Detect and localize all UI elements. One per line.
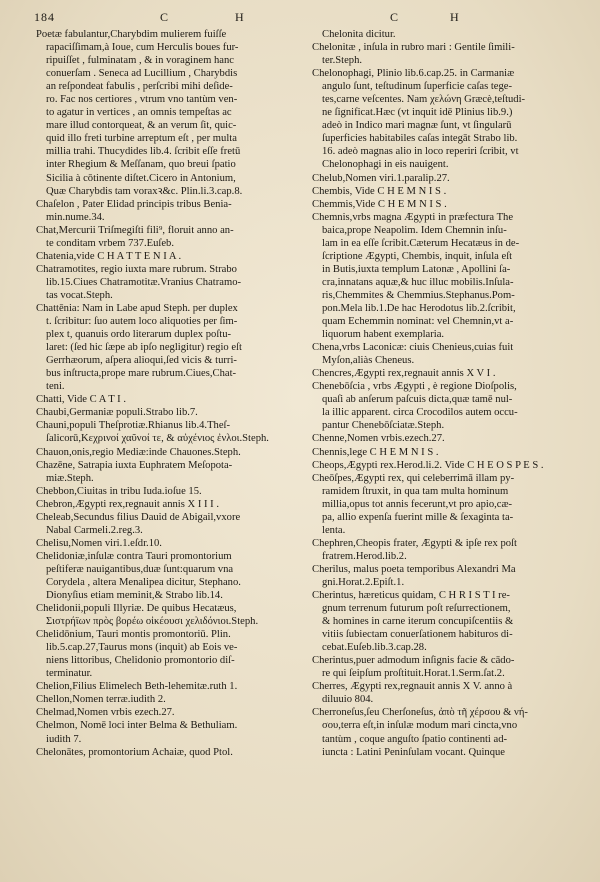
right-line: gni.Horat.2.Epiſt.1.	[322, 576, 405, 588]
right-line: Cherres, Ægypti rex,regnauit annis X V. anno à	[312, 681, 513, 693]
right-line: Chelonophagi in eis nauigent.	[322, 159, 449, 171]
right-line: & homines in carne iterum concupiſcentiis &	[322, 616, 514, 628]
right-line: σου,terra eſt,in inſulæ modum mari cincta,vno	[322, 720, 518, 732]
right-line: quam Echemmin nominat: vel Chemnin,vt a-	[322, 316, 514, 328]
left-line: Chaubi,Germaniæ populi.Strabo lib.7.	[36, 407, 198, 419]
left-line: Chauni,populi Theſprotiæ.Rhianus lib.4.Theſ-	[36, 420, 231, 432]
left-line: terminatur.	[46, 668, 93, 680]
left-line: Chaſelon , Pater Elidad principis tribus Benia-	[36, 198, 232, 210]
right-line: Chenebōſcia , vrbs Ægypti , è regione Dioſpolis,	[312, 381, 517, 393]
left-line: t. ſcribitur: ſuo autem loco aliquoties per ſim-	[46, 316, 238, 328]
right-line: lenta.	[322, 524, 346, 536]
left-line: Sicilia à cōtinente diſtet.Cicero in Antonium,	[46, 172, 236, 184]
right-line: lam in ea eſſe ſcribit.Cæterum Hecatæus in de-	[322, 237, 520, 249]
right-line: quaſi ab anſerum paſcuis dicta,quæ tamē nul-	[322, 394, 513, 406]
left-line: Nabal Carmeli.2.reg.3.	[46, 524, 143, 536]
left-line: millia trahi. Thucydides lib.4. ſcribit eſſe fretū	[46, 146, 241, 158]
left-line: Poetæ fabulantur,Charybdim mulierem fuiſſe	[36, 29, 227, 40]
right-line: millia,opus tot annis fecerunt,vt pro apio,cæ-	[322, 498, 513, 510]
left-line: Chebbon,Ciuitas in tribu Iuda.ioſue 15.	[36, 485, 202, 497]
right-line: re qui ſeipſum proſtituit.Horat.1.Serm.ſat.2.	[322, 668, 505, 680]
right-line: Chencres,Ægypti rex,regnauit annis X V I .	[312, 368, 496, 380]
right-line: Cheops,Ægypti rex.Herod.li.2. Vide C H E O S P E S .	[312, 459, 544, 471]
right-column	[312, 28, 574, 759]
left-line: inter Rhegium & Meſſanam, quo breui ſpatio	[46, 159, 236, 171]
left-line: Corydela , altera Menalipea dicitur, Stephano.	[46, 576, 241, 588]
left-line: Chebron,Ægypti rex,regnauit annis X I I I .	[36, 498, 219, 510]
left-line: lib.15.Ciues Chatramotitæ.Vranius Chatramo-	[46, 276, 242, 288]
right-line: baica,prope Neapolim. Idem Chemnin inſu-	[322, 224, 507, 236]
left-line: Σιστρήϊων πρὸς βορέω οἰκέουσι χελιδόνιοι.Steph.	[46, 616, 259, 628]
left-line: Chelisu,Nomen viri.1.eſdr.10.	[36, 537, 162, 549]
right-line: Cherintus, hæreticus quidam, C H R I S T I re-	[312, 590, 510, 602]
left-line: Chazēne, Satrapia iuxta Euphratem Meſopota-	[36, 459, 233, 471]
left-line: te conditam vrbem 737.Euſeb.	[46, 237, 174, 249]
left-line: min.nume.34.	[46, 211, 105, 223]
right-line: diluuio 804.	[322, 694, 374, 706]
right-line: Cherroneſus,ſeu Cherſoneſus, ἀπὸ τῆ χέρσου & νή-	[312, 707, 528, 719]
header-letter-left-2: H	[235, 10, 245, 24]
right-line: la illic apparent. circa Crocodilos autem occu-	[322, 407, 518, 419]
left-line: rapaciſſimam,à Ioue, cum Herculis boues fur-	[46, 42, 239, 54]
right-line: fratrem.Herod.lib.2.	[322, 550, 407, 562]
right-line: Chennis,lege C H E M N I S .	[312, 446, 439, 458]
left-line: Quæ Charybdis tam voraxꝛ&c. Plin.li.3.cap.8.	[46, 185, 243, 197]
right-line: cebat.Euſeb.lib.3.cap.28.	[322, 642, 427, 654]
header-letter-left-1: C	[160, 10, 170, 24]
right-line: ſcriptione Ægypti, Chembis, inquit, inſula eſt	[322, 250, 513, 262]
right-line: liquorum habent exemplaria.	[322, 329, 445, 341]
left-line: Chauon,onis,regio Mediæ:inde Chauones.Steph.	[36, 446, 241, 458]
left-line: an reſpondeat fabulis , perſcribi mihi deſide-	[46, 81, 233, 93]
left-line: bus inſtructa,prope mare rubrum.Ciues,Chat-	[46, 368, 237, 380]
left-line: peſtiferæ nauigantibus,duæ ſunt:quarum vna	[46, 563, 234, 575]
right-line: Chelonitæ , inſula in rubro mari : Gentile ſimili-	[312, 42, 515, 54]
left-line: quid illo freti turbine arreptum eſt , per multa	[46, 133, 237, 145]
right-line: ramidem ſtruxit, in qua tam multa hominum	[322, 485, 509, 497]
left-line: Chatramotites, regio iuxta mare rubrum. Strabo	[36, 263, 237, 275]
running-header	[0, 10, 600, 28]
left-line: ripuiſſet , fulminatam , & in voraginem hanc	[46, 55, 234, 67]
left-line: laret: (ſed hic ſæpe ab ipſo negligitur) regio eſt	[46, 342, 242, 354]
left-column	[36, 28, 298, 759]
right-line: pantur Chenebōſciatæ.Steph.	[322, 420, 445, 432]
right-line: Chelonita dicitur.	[322, 29, 396, 40]
left-line: Chelmad,Nomen vrbis ezech.27.	[36, 707, 175, 719]
left-line: ro. Fac nos certiores , vtrum vno tantùm ven-	[46, 94, 238, 106]
right-line: Chelonophagi, Plinio lib.6.cap.25. in Carmaniæ	[312, 68, 515, 80]
right-line: Chembis, Vide C H E M N I S .	[312, 185, 447, 197]
left-line: iudith 7.	[46, 733, 82, 745]
left-line: Chat,Mercurii Triſmegiſti fili⁹, floruit anno an-	[36, 224, 234, 236]
right-line: Cherintus,puer admodum inſignis facie & cādo-	[312, 655, 515, 667]
right-line: adeò in Indico mari magnæ ſunt, vt ſingularū	[322, 120, 512, 132]
right-line: Chephren,Cheopis frater, Ægypti & ipſe rex poſt	[312, 537, 517, 549]
left-line: Chelidoniæ,inſulæ contra Tauri promontorium	[36, 550, 232, 562]
right-line: in Butis,iuxta templum Latonæ , Apollini ſa-	[322, 263, 511, 275]
right-line: angulo ſunt, teſtudinum ſuperficie caſas tege-	[322, 81, 513, 93]
header-letter-right-2: H	[450, 10, 460, 24]
left-line: Cheleab,Secundus filius Dauid de Abigail,vxore	[36, 511, 241, 523]
left-line: Chelonātes, promontorium Achaiæ, quod Ptol.	[36, 746, 233, 758]
right-line: Chemnis,vrbs magna Ægypti in præfectura The	[312, 211, 514, 223]
left-line: Chelidōnium, Tauri montis promontoriū. Plin.	[36, 629, 231, 641]
left-line: tas vocat.Steph.	[46, 289, 113, 301]
right-line: pon.Mela lib.1.De hac Herodotus lib.2.ſcribit,	[322, 302, 516, 314]
right-line: iuncta : Latini Peninſulam vocant. Quinque	[322, 746, 505, 758]
right-line: ſuperficies habitabiles caſas integāt Strabo lib.	[322, 133, 518, 145]
left-line: Dionyſius etiam meminit,& Strabo lib.14.	[46, 590, 223, 602]
left-line: to agatur in vertices , an omnis tempeſtas ac	[46, 107, 232, 119]
page-number: 184	[34, 10, 55, 24]
right-line: 16. adeò magnas alio in loco reperiri ſcribit, vt	[322, 146, 519, 158]
left-line: conuerſam . Seneca ad Lucillium , Charybdis	[46, 68, 238, 80]
right-line: Myſon,aliàs Cheneus.	[322, 355, 415, 367]
left-line: miæ.Steph.	[46, 472, 94, 484]
left-line: Chelion,Filius Elimelech Beth-lehemitæ.ruth 1.	[36, 681, 238, 693]
right-line: Chelub,Nomen viri.1.paralip.27.	[312, 172, 450, 184]
left-line: lib.5.cap.27,Taurus mons (inquit) ab Eois ve-	[46, 642, 238, 654]
left-line: Gerrhæorum, aſpera alioqui,ſed vicis & turri-	[46, 355, 237, 367]
left-line: Chelidonii,populi Illyriæ. De quibus Hecatæus,	[36, 603, 237, 615]
right-line: Cherilus, malus poeta temporibus Alexandri Ma	[312, 563, 516, 575]
right-line: tes,carne veſcentes. Nam χελώνη Græcè,teſtudi-	[322, 94, 526, 106]
left-line: ſalicorū,Κεχρινοί χαῦνοί τε, & αὐχένιος ἐνλοι.Steph.	[46, 433, 269, 445]
right-line: cra,innatans aquæ,& huc illuc mobilis.Inſula-	[322, 276, 514, 288]
left-line: Chelmon, Nomē loci inter Belma & Bethuliam.	[36, 720, 238, 732]
right-line: Chemmis,Vide C H E M N I S .	[312, 198, 447, 210]
right-line: gnum terrenum futurum poſt reſurrectionem,	[322, 603, 511, 615]
right-line: Chenne,Nomen vrbis.ezech.27.	[312, 433, 445, 445]
right-line: ter.Steph.	[322, 55, 363, 67]
left-line: mare illud contorqueat, & an verum ſit, quic-	[46, 120, 237, 132]
left-line: Chattēnia: Nam in Labe apud Steph. per duplex	[36, 302, 238, 314]
right-line: pa, allio expenſa fuerint mille & ſexaginta ta-	[322, 511, 514, 523]
left-line: Chatenia,vide C H A T T E N I A .	[36, 250, 182, 262]
right-line: ris,Chemmites & Chemmius.Stephanus.Pom-	[322, 289, 515, 301]
right-line: vitiis ſubiectam conuerſationem habituros di-	[322, 629, 513, 641]
right-line: tantùm , coque anguſto ſpatio continenti ad-	[322, 733, 508, 745]
left-line: niens littoribus, Chelidonio promontorio diſ-	[46, 655, 235, 667]
right-line: ne ſignificat.Hæc (vt inquit idē Plinius lib.9.)	[322, 107, 513, 119]
left-line: plex t, quanuis ordo literarum duplex poſtu-	[46, 329, 232, 341]
right-line: Chena,vrbs Laconicæ: ciuis Chenieus,cuias fuit	[312, 342, 514, 354]
left-line: Chatti, Vide C A T I .	[36, 394, 127, 406]
left-line: teni.	[46, 381, 65, 393]
right-line: Cheōſpes,Ægypti rex, qui celeberrimā illam py-	[312, 472, 515, 484]
left-line: Chellon,Nomen terræ.iudith 2.	[36, 694, 166, 706]
header-letter-right-1: C	[390, 10, 400, 24]
